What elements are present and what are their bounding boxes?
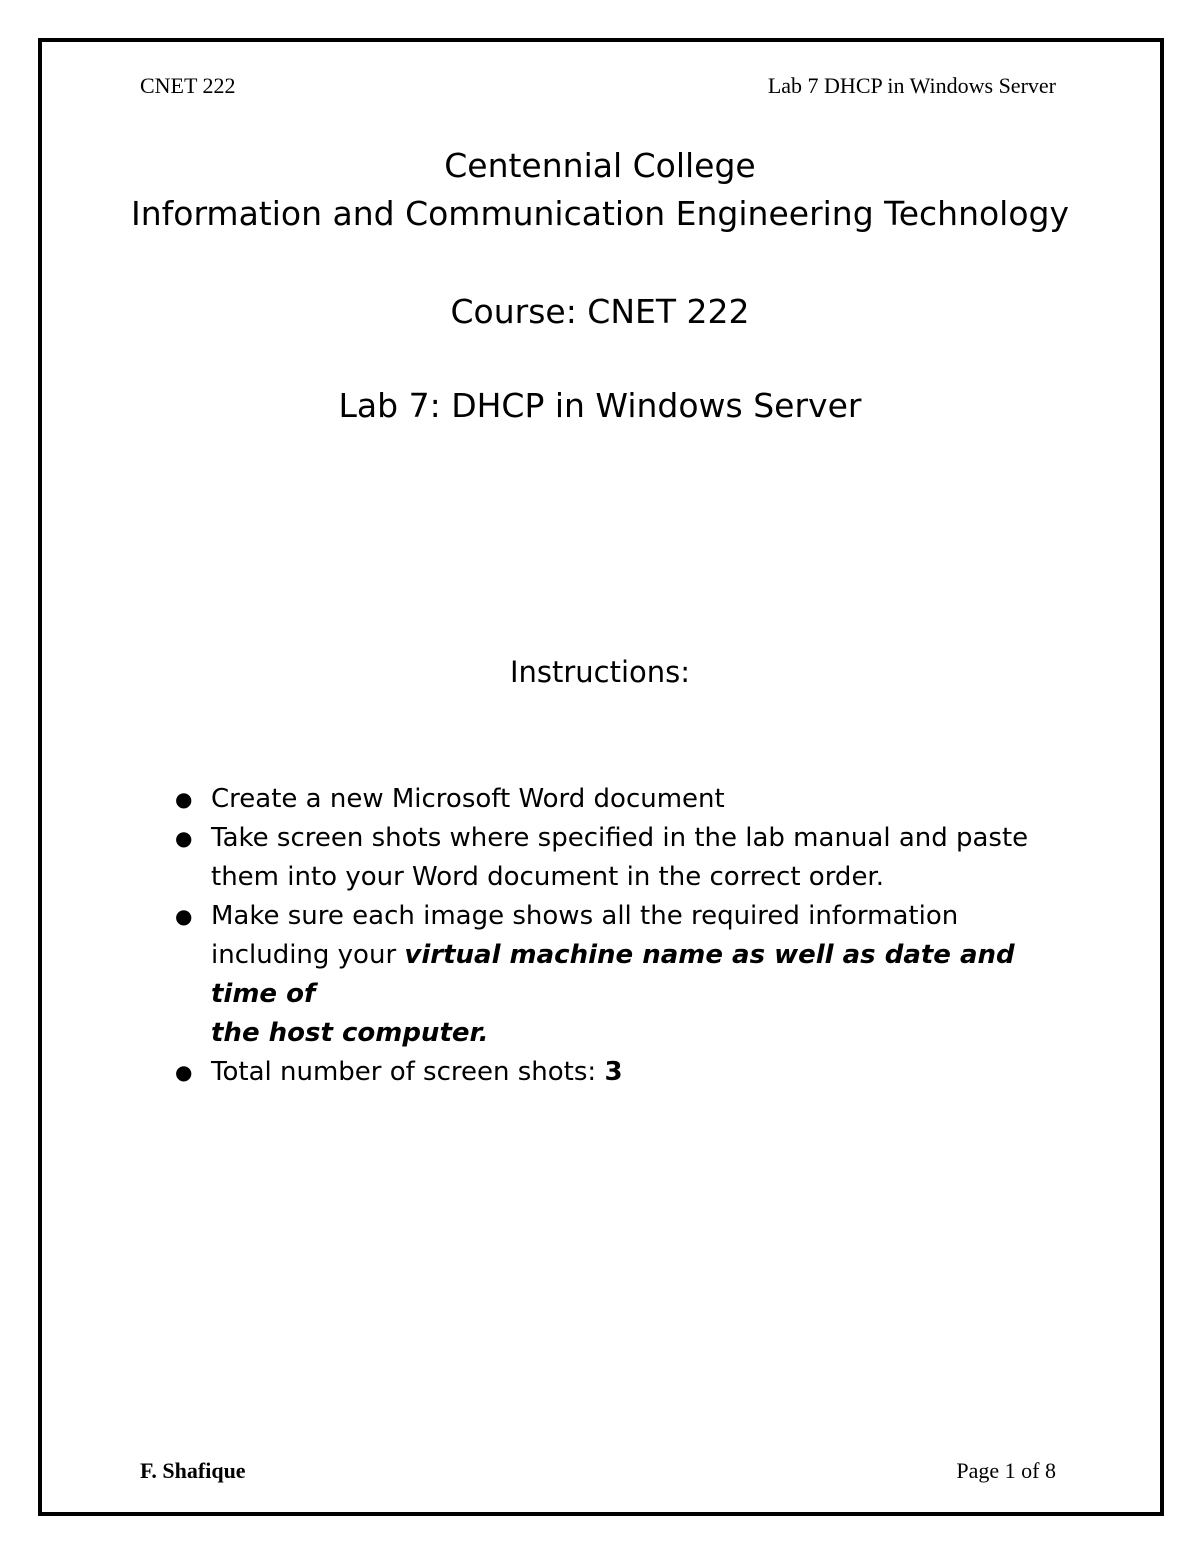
college-name: Centennial College bbox=[444, 146, 756, 185]
bullet-icon: ● bbox=[175, 904, 193, 928]
list-item bbox=[175, 897, 1075, 1053]
list-item bbox=[175, 819, 1075, 897]
list-item-text-prefix: including your bbox=[211, 940, 405, 970]
list-item-text-line1: Take screen shots where specified in the lab manual and paste bbox=[211, 823, 1029, 853]
header-lab-title: Lab 7 DHCP in Windows Server bbox=[767, 73, 1056, 98]
list-item-emphasis-continued: the host computer. bbox=[211, 1018, 489, 1048]
bullet-icon: ● bbox=[175, 1060, 193, 1084]
page-border bbox=[38, 38, 1164, 1516]
list-item-text: Total number of screen shots: bbox=[211, 1057, 605, 1087]
bullet-icon: ● bbox=[175, 787, 193, 811]
list-item bbox=[175, 780, 1075, 819]
lab-title: Lab 7: DHCP in Windows Server bbox=[338, 386, 862, 425]
course-title: Course: CNET 222 bbox=[450, 292, 750, 331]
list-item-text: Create a new Microsoft Word document bbox=[211, 784, 725, 814]
list-item-emphasis: virtual machine name as well as date and time of bbox=[211, 940, 1015, 1009]
list-item-text-line2: them into your Word document in the correct order. bbox=[211, 862, 885, 892]
footer-author: F. Shafique bbox=[140, 1458, 246, 1483]
instructions-heading: Instructions: bbox=[509, 655, 691, 689]
list-item bbox=[175, 1053, 1075, 1092]
list-item-text-line1: Make sure each image shows all the required information bbox=[211, 901, 959, 931]
screenshot-count: 3 bbox=[604, 1057, 623, 1087]
footer-page-number: Page 1 of 8 bbox=[956, 1458, 1056, 1483]
instructions-list bbox=[175, 780, 1075, 1092]
header-course-code: CNET 222 bbox=[140, 73, 236, 98]
program-name: Information and Communication Engineering Technology bbox=[130, 194, 1070, 233]
bullet-icon: ● bbox=[175, 826, 193, 850]
